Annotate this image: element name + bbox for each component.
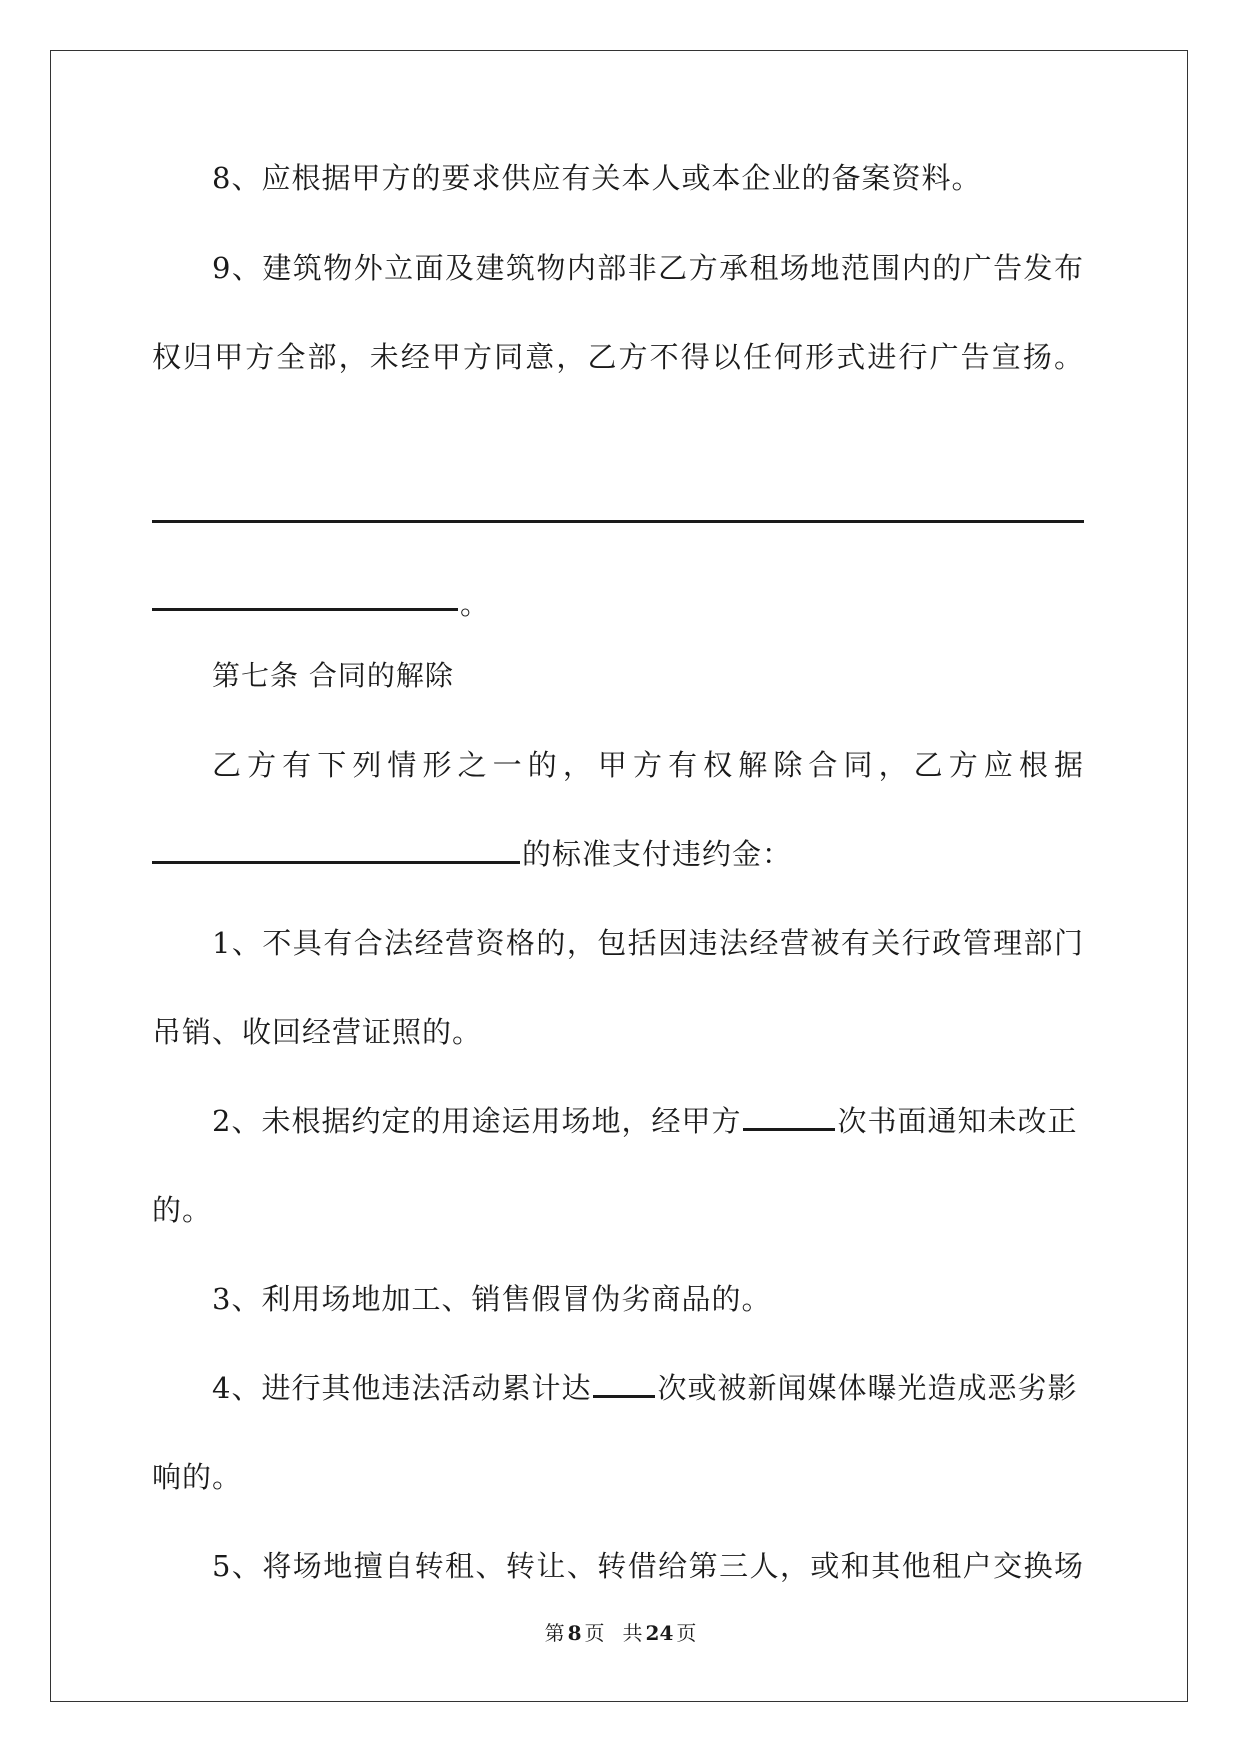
item-2-text-after: 次书面通知未改正 bbox=[837, 1104, 1078, 1138]
item-8 bbox=[152, 158, 1084, 198]
notice-count-blank[interactable] bbox=[743, 1102, 835, 1131]
intro-line-1: 乙方有下列情形之一的，甲方有权解除合同，乙方应根据 bbox=[212, 748, 1084, 782]
footer-total-pages: 24 bbox=[645, 1621, 674, 1645]
item-9-line-1: 9、建筑物外立面及建筑物内部非乙方承租场地范围内的广告发布 bbox=[212, 251, 1084, 285]
footer-total-suffix: 页 bbox=[676, 1621, 697, 1645]
penalty-standard-blank[interactable] bbox=[152, 835, 520, 864]
item-4-text-before: 4、进行其他违法活动累计达 bbox=[212, 1371, 592, 1405]
footer-page-number: 8 bbox=[567, 1621, 582, 1645]
article-7-heading: 第七条 合同的解除 bbox=[212, 659, 454, 692]
item-4-line-1 bbox=[152, 1368, 1084, 1408]
intro-line-2-text: 的标准支付违约金： bbox=[522, 837, 793, 871]
fill-in-blank-line-short bbox=[152, 608, 458, 611]
item-8-text: 8、应根据甲方的要求供应有关本人或本企业的备案资料。 bbox=[212, 161, 982, 195]
page-border bbox=[50, 50, 1188, 1702]
item-1-line-1: 1、不具有合法经营资格的，包括因违法经营被有关行政管理部门 bbox=[212, 926, 1084, 960]
footer-total-prefix: 共 bbox=[622, 1621, 643, 1645]
item-3: 3、利用场地加工、销售假冒伪劣商品的。 bbox=[212, 1282, 772, 1316]
footer-page-prefix: 第 bbox=[544, 1621, 565, 1645]
item-9-line-2: 权归甲方全部，未经甲方同意，乙方不得以任何形式进行广告宣扬。 bbox=[152, 340, 1084, 374]
footer-page-suffix: 页 bbox=[584, 1621, 605, 1645]
item-2-line-1 bbox=[152, 1101, 1084, 1141]
item-2-text-before: 2、未根据约定的用途运用场地，经甲方 bbox=[212, 1104, 742, 1138]
violation-count-blank[interactable] bbox=[593, 1369, 655, 1398]
page-footer bbox=[0, 1620, 1241, 1646]
item-2-line-2: 的。 bbox=[152, 1193, 213, 1227]
fill-in-blank-line bbox=[152, 520, 1084, 523]
intro-line-2 bbox=[152, 834, 1084, 874]
blank-line-end: 。 bbox=[460, 587, 491, 621]
item-4-text-after: 次或被新闻媒体曝光造成恶劣影 bbox=[657, 1371, 1078, 1405]
item-5-line-1: 5、将场地擅自转租、转让、转借给第三人，或和其他租户交换场 bbox=[212, 1549, 1084, 1583]
item-1-line-2: 吊销、收回经营证照的。 bbox=[152, 1015, 483, 1049]
item-4-line-2: 响的。 bbox=[152, 1460, 243, 1494]
